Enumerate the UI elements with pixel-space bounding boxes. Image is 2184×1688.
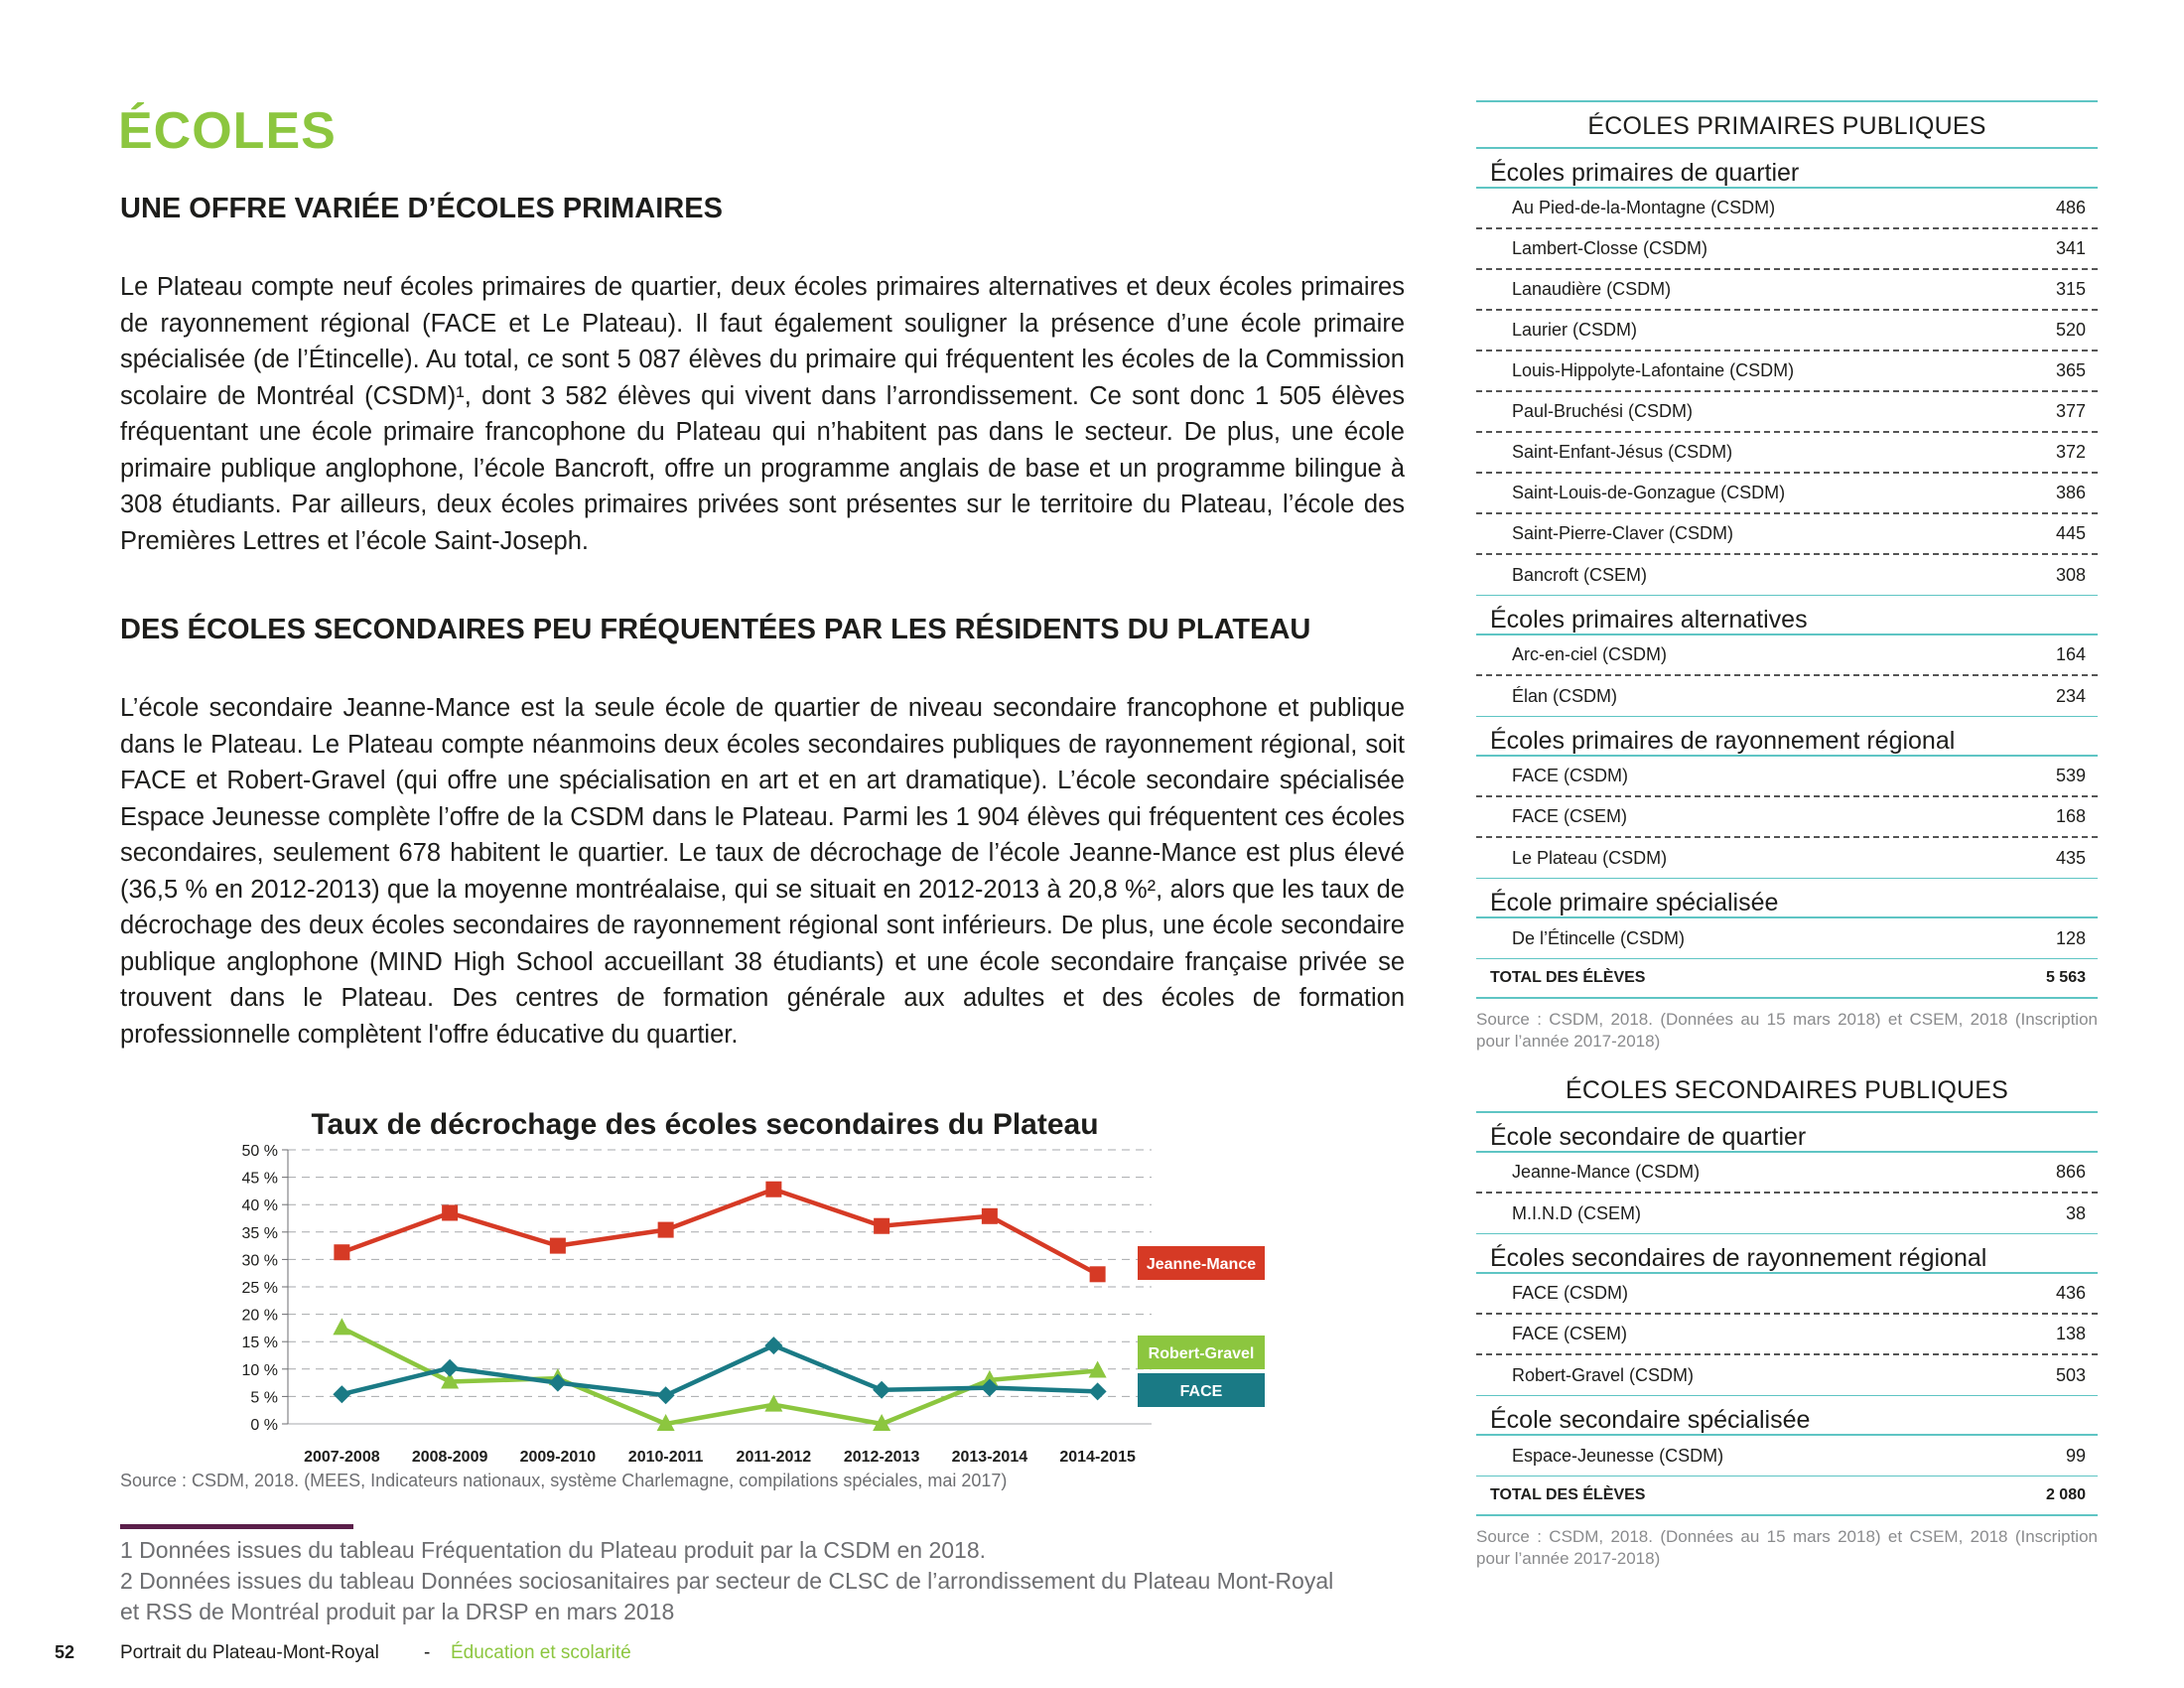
table-category: Écoles secondaires de rayonnement régional (1476, 1234, 2098, 1274)
x-tick-label: 2013-2014 (951, 1449, 1028, 1466)
student-count: 520 (2055, 320, 2086, 340)
legend-label: Jeanne-Mance (1146, 1256, 1257, 1273)
school-name: Élan (CSDM) (1512, 685, 1618, 706)
school-name: Saint-Enfant-Jésus (CSDM) (1512, 442, 1733, 462)
x-tick-label: 2010-2011 (627, 1449, 704, 1466)
chart-grid (282, 1150, 1152, 1424)
table-row (1476, 352, 2098, 392)
x-tick-label: 2009-2010 (519, 1449, 597, 1466)
total-label: TOTAL DES ÉLÈVES (1490, 969, 1646, 986)
total-label: TOTAL DES ÉLÈVES (1490, 1486, 1646, 1503)
y-tick-label: 10 % (241, 1361, 278, 1379)
data-point (658, 1222, 674, 1238)
school-tables-sidebar (1476, 100, 2098, 1570)
table-total-row (1476, 1477, 2098, 1516)
footer-separator: - (424, 1642, 431, 1663)
student-count: 315 (2055, 279, 2086, 299)
student-count: 138 (2055, 1324, 2086, 1343)
school-name: FACE (CSEM) (1512, 1324, 1628, 1343)
table-row (1476, 311, 2098, 352)
school-name: FACE (CSDM) (1512, 1283, 1628, 1303)
y-tick-label: 30 % (241, 1252, 278, 1270)
y-tick-label: 35 % (241, 1224, 278, 1242)
footnote-1: 1 Données issues du tableau Fréquentation du Plateau produit par la CSDM en 2018. (120, 1537, 987, 1563)
table-category: École secondaire spécialisée (1476, 1396, 2098, 1436)
footnote-2: 2 Données issues du tableau Données sociosanitaires par secteur de CLSC de l’arrondissement du Plateau Mont-Royal (120, 1568, 1334, 1594)
school-name: Bancroft (CSEM) (1512, 564, 1648, 585)
section-heading-primary: UNE OFFRE VARIÉE D’ÉCOLES PRIMAIRES (120, 193, 723, 224)
data-point (657, 1386, 675, 1404)
data-point (441, 1359, 459, 1377)
school-name: Robert-Gravel (CSDM) (1512, 1364, 1695, 1385)
total-value: 2 080 (2045, 1486, 2086, 1503)
data-point (333, 1318, 350, 1335)
table-row (1476, 1153, 2098, 1194)
school-name: Saint-Louis-de-Gonzague (CSDM) (1512, 483, 1786, 502)
table-row (1476, 392, 2098, 433)
table-row (1476, 433, 2098, 474)
page-title: ÉCOLES (118, 102, 337, 160)
school-name: Jeanne-Mance (CSDM) (1512, 1162, 1701, 1182)
page-number: 52 (55, 1642, 75, 1662)
student-count: 168 (2055, 806, 2086, 826)
table-category: École primaire spécialisée (1476, 879, 2098, 918)
table-row (1476, 1194, 2098, 1234)
school-name: Laurier (CSDM) (1512, 320, 1638, 340)
school-name: Saint-Pierre-Claver (CSDM) (1512, 523, 1734, 543)
student-count: 365 (2055, 360, 2086, 380)
x-tick-label: 2014-2015 (1059, 1449, 1136, 1466)
legend-label: FACE (1179, 1383, 1223, 1400)
table-source: Source : CSDM, 2018. (Données au 15 mars 2018) et CSEM, 2018 (Inscription pour l’année 2017-2018) (1476, 1010, 2098, 1051)
data-point (1090, 1266, 1106, 1282)
student-count: 386 (2055, 483, 2086, 502)
chart-y-ticks (242, 1143, 278, 1434)
student-count: 234 (2055, 685, 2086, 706)
dropout-rate-chart (119, 1100, 1291, 1507)
footer-document-title: Portrait du Plateau-Mont-Royal (120, 1642, 379, 1663)
table-row (1476, 918, 2098, 959)
student-count: 341 (2055, 238, 2086, 258)
y-tick-label: 15 % (241, 1335, 278, 1352)
legend-label: Robert-Gravel (1148, 1345, 1255, 1362)
table-title: ÉCOLES PRIMAIRES PUBLIQUES (1476, 102, 2098, 149)
student-count: 866 (2055, 1162, 2086, 1182)
table-row (1476, 635, 2098, 676)
chart-series (333, 1182, 1106, 1431)
table-row (1476, 270, 2098, 311)
y-tick-label: 40 % (241, 1197, 278, 1215)
table-row (1476, 757, 2098, 797)
data-point (1089, 1382, 1107, 1400)
table-category: École secondaire de quartier (1476, 1113, 2098, 1153)
table-row (1476, 838, 2098, 879)
table-row (1476, 1355, 2098, 1396)
data-point (764, 1336, 782, 1354)
data-point (442, 1204, 458, 1220)
student-count: 436 (2055, 1283, 2086, 1303)
table-row (1476, 189, 2098, 229)
y-tick-label: 25 % (241, 1280, 278, 1297)
data-point (334, 1244, 349, 1260)
data-point (764, 1395, 782, 1412)
table-row (1476, 555, 2098, 596)
school-name: Lambert-Closse (CSDM) (1512, 238, 1708, 258)
table-row (1476, 1436, 2098, 1477)
footer-section-title: Éducation et scolarité (451, 1642, 631, 1663)
school-name: Lanaudière (CSDM) (1512, 279, 1672, 299)
school-name: Au Pied-de-la-Montagne (CSDM) (1512, 198, 1776, 217)
x-tick-label: 2007-2008 (304, 1449, 380, 1466)
table-row (1476, 229, 2098, 270)
student-count: 503 (2055, 1364, 2086, 1385)
data-point (765, 1182, 781, 1197)
school-name: FACE (CSEM) (1512, 806, 1628, 826)
school-name: Espace-Jeunesse (CSDM) (1512, 1445, 1724, 1466)
table-source: Source : CSDM, 2018. (Données au 15 mars 2018) et CSEM, 2018 (Inscription pour l’année 2017-2018) (1476, 1527, 2098, 1568)
school-name: De l’Étincelle (CSDM) (1512, 927, 1686, 948)
total-value: 5 563 (2045, 969, 2086, 986)
table-title: ÉCOLES SECONDAIRES PUBLIQUES (1476, 1066, 2098, 1113)
primary-schools-table (1476, 100, 2098, 1053)
data-point (333, 1385, 350, 1403)
student-count: 377 (2055, 401, 2086, 421)
student-count: 486 (2055, 198, 2086, 217)
student-count: 372 (2055, 442, 2086, 462)
section-heading-secondary: DES ÉCOLES SECONDAIRES PEU FRÉQUENTÉES PAR LES RÉSIDENTS DU PLATEAU (120, 614, 1311, 645)
school-name: Paul-Bruchési (CSDM) (1512, 401, 1694, 421)
x-tick-label: 2008-2009 (411, 1449, 488, 1466)
x-tick-label: 2011-2012 (736, 1449, 812, 1466)
data-point (550, 1238, 566, 1254)
footnote-rule (120, 1524, 353, 1529)
paragraph-secondary: L’école secondaire Jeanne-Mance est la seule école de quartier de niveau secondaire francophone et publique dans le Plateau. Le Plateau compte néanmoins deux écoles secondaires publiques de rayonnement régional, soit FACE et Robert-Gravel (qui offre une spécialisation en art et en art dramatique). L’école secondaire spécialisée Espace Jeunesse complète l’offre de la CSDM dans le Plateau. Parmi les 1 904 élèves qui fréquentent ces écoles secondaires, seulement 678 habitent le quartier. Le taux de décrochage de l’école Jeanne-Mance est plus élevé (36,5 % en 2012-2013) que la moyenne montréalaise, qui se situait en 2012-2013 à 20,8 %², alors que les taux de décrochage des deux écoles secondaires de rayonnement régional sont inférieurs. De plus, une école secondaire publique anglophone (MIND High School accueillant 38 étudiants) et une école secondaire française privée se trouvent dans le Plateau. Des centres de formation générale aux adultes et des écoles de formation professionnelle complètent l'offre éducative du quartier. (120, 694, 1405, 1049)
chart-x-ticks (304, 1449, 1136, 1466)
school-name: Arc-en-ciel (CSDM) (1512, 644, 1668, 664)
school-name: FACE (CSDM) (1512, 766, 1628, 785)
table-category: Écoles primaires alternatives (1476, 596, 2098, 635)
student-count: 164 (2055, 644, 2086, 664)
student-count: 435 (2055, 847, 2086, 868)
table-row (1476, 474, 2098, 514)
footnote-2-continued: et RSS de Montréal produit par la DRSP en mars 2018 (120, 1599, 675, 1624)
student-count: 539 (2055, 766, 2086, 785)
chart-source: Source : CSDM, 2018. (MEES, Indicateurs nationaux, système Charlemagne, compilations spéciales, mai 2017) (120, 1471, 1008, 1490)
table-row (1476, 514, 2098, 555)
table-row (1476, 797, 2098, 838)
y-tick-label: 5 % (250, 1389, 278, 1407)
table-row (1476, 1315, 2098, 1355)
y-tick-label: 20 % (241, 1307, 278, 1325)
data-point (874, 1218, 889, 1234)
school-name: Le Plateau (CSDM) (1512, 847, 1668, 868)
y-tick-label: 50 % (241, 1143, 278, 1160)
y-tick-label: 0 % (250, 1417, 278, 1434)
table-category: Écoles primaires de rayonnement régional (1476, 717, 2098, 757)
data-point (982, 1208, 998, 1224)
x-tick-label: 2012-2013 (843, 1449, 920, 1466)
school-name: M.I.N.D (CSEM) (1512, 1202, 1641, 1223)
table-category: Écoles primaires de quartier (1476, 149, 2098, 189)
student-count: 445 (2055, 523, 2086, 543)
student-count: 128 (2055, 927, 2086, 948)
table-row (1476, 676, 2098, 717)
table-row (1476, 1274, 2098, 1315)
paragraph-primary: Le Plateau compte neuf écoles primaires de quartier, deux écoles primaires alternatives et deux écoles primaires de rayonnement régional (FACE et Le Plateau). Il faut également souligner la présence d’une école primaire spécialisée (de l’Étincelle). Au total, ce sont 5 087 élèves du primaire qui fréquentent les écoles de la Commission scolaire de Montréal (CSDM)¹, dont 3 582 élèves qui vivent dans l’arrondissement. Ce sont donc 1 505 élèves fréquentant une école primaire francophone du Plateau qui n’habitent pas dans le secteur. De plus, une école primaire publique anglophone, l’école Bancroft, offre un programme anglais de base et un programme bilingue à 308 étudiants. Par ailleurs, deux écoles primaires privées sont présentes sur le territoire du Plateau, l’école des Premières Lettres et l’école Saint-Joseph. (120, 273, 1405, 555)
series-face (333, 1336, 1106, 1404)
series-line (341, 1328, 1097, 1424)
chart-title: Taux de décrochage des écoles secondaires du Plateau (311, 1108, 1099, 1141)
student-count: 38 (2065, 1202, 2086, 1223)
secondary-schools-table (1476, 1066, 2098, 1570)
school-name: Louis-Hippolyte-Lafontaine (CSDM) (1512, 360, 1795, 380)
student-count: 308 (2055, 564, 2086, 585)
chart-legend (1138, 1246, 1265, 1407)
y-tick-label: 45 % (241, 1170, 278, 1188)
student-count: 99 (2065, 1445, 2086, 1466)
table-total-row (1476, 959, 2098, 999)
